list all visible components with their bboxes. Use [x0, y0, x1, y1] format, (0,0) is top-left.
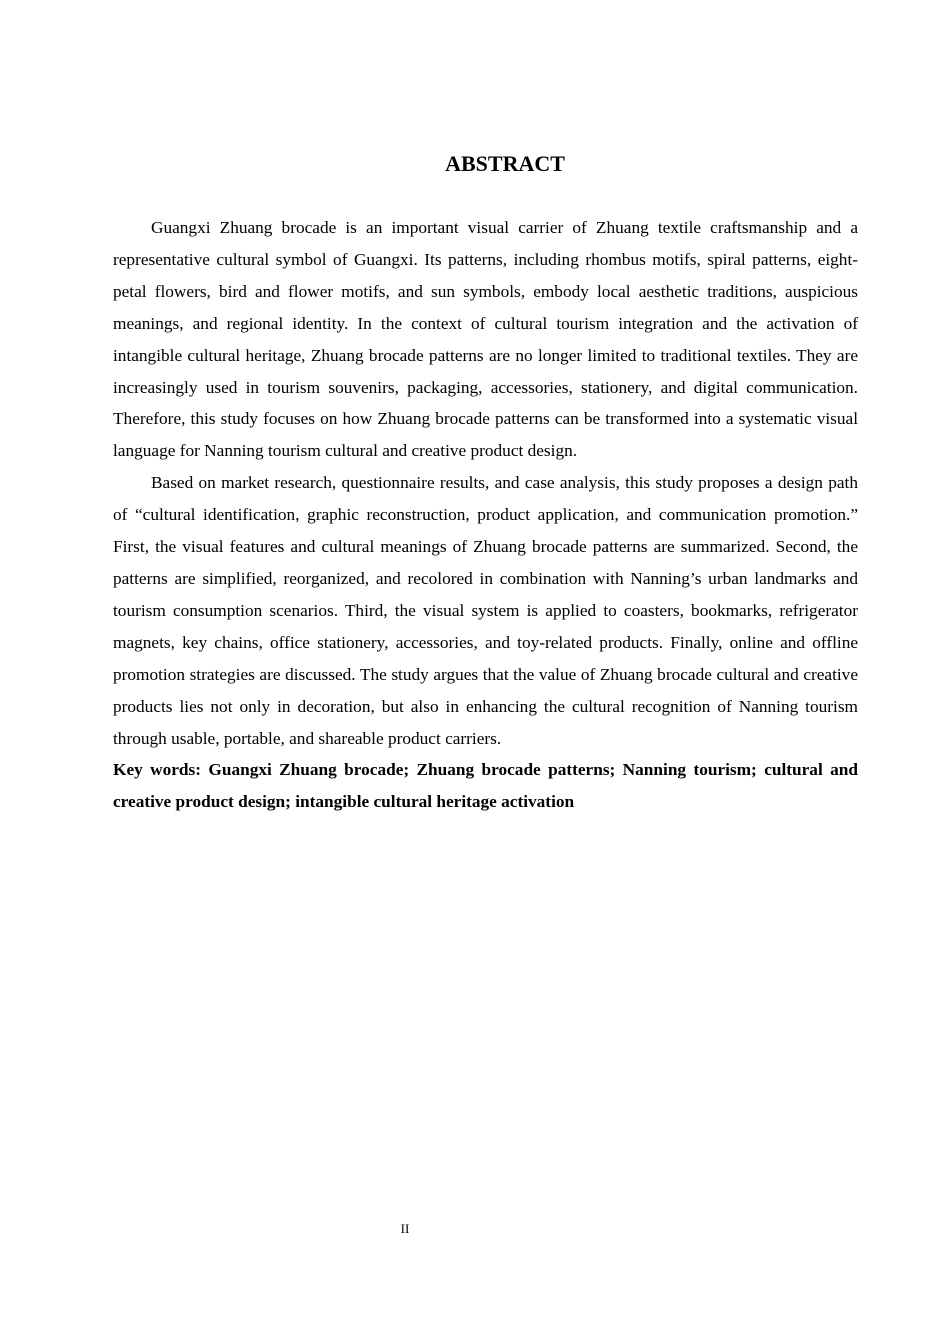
keywords: Key words: Guangxi Zhuang brocade; Zhuang brocade patterns; Nanning tourism; cultural and creative product design; intangible cultural heritage activation — [113, 760, 858, 812]
abstract-title: ABSTRACT — [445, 151, 565, 176]
abstract-body — [113, 212, 858, 818]
page-number: II — [400, 1221, 410, 1236]
abstract-paragraph-2: Based on market research, questionnaire results, and case analysis, this study proposes a design path of “cultural identification, graphic reconstruction, product application, and communication promotion.” First, the visual features and cultural meanings of Zhuang brocade patterns are summarized. Second, the patterns are simplified, reorganized, and recolored in combination with Nanning’s urban landmarks and tourism consumption scenarios. Third, the visual system is applied to coasters, bookmarks, refrigerator magnets, key chains, office stationery, accessories, and toy-related products. Finally, online and offline promotion strategies are discussed. The study argues that the value of Zhuang brocade cultural and creative products lies not only in decoration, but also in enhancing the cultural recognition of Nanning tourism through usable, portable, and shareable product carriers. — [113, 473, 858, 748]
abstract-paragraph-1: Guangxi Zhuang brocade is an important visual carrier of Zhuang textile craftsmanship and a representative cultural symbol of Guangxi. Its patterns, including rhombus motifs, spiral patterns, eight-petal flowers, bird and flower motifs, and sun symbols, embody local aesthetic traditions, auspicious meanings, and regional identity. In the context of cultural tourism integration and the activation of intangible cultural heritage, Zhuang brocade patterns are no longer limited to traditional textiles. They are increasingly used in tourism souvenirs, packaging, accessories, stationery, and digital communication. Therefore, this study focuses on how Zhuang brocade patterns can be transformed into a systematic visual language for Nanning tourism cultural and creative product design. — [113, 218, 858, 461]
